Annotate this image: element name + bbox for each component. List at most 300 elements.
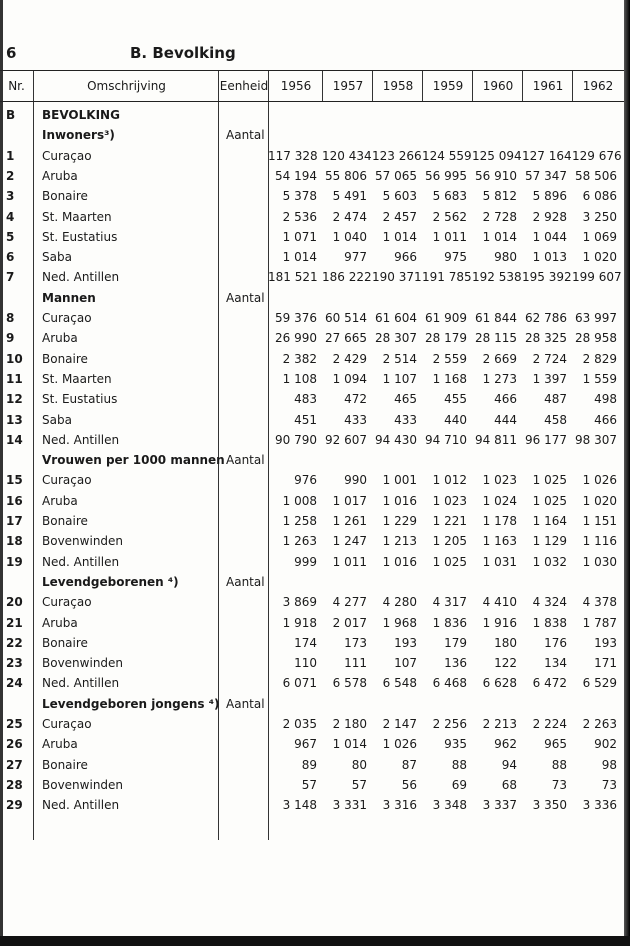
table-row	[0, 125, 624, 145]
cell-value: 193	[594, 635, 617, 650]
row-label: Bonaire	[42, 757, 88, 772]
cell-value: 451	[294, 412, 317, 427]
row-label: Aruba	[42, 737, 78, 752]
cell-value: 1 023	[432, 493, 467, 508]
cell-value: 1 014	[482, 229, 517, 244]
row-label: Ned. Antillen	[42, 432, 120, 447]
cell-value: 935	[444, 737, 467, 752]
cell-value: 1 026	[382, 737, 417, 752]
cell-value: 6 086	[582, 189, 617, 204]
row-number: 1	[6, 148, 15, 163]
cell-value: 1 918	[282, 615, 317, 630]
row-label: Bovenwinden	[42, 534, 124, 549]
cell-value: 2 457	[382, 209, 417, 224]
row-unit: Aantal	[226, 290, 265, 305]
row-number: 5	[6, 229, 15, 244]
cell-value: 472	[344, 392, 367, 407]
cell-value: 92 607	[325, 432, 367, 447]
cell-value: 176	[544, 635, 567, 650]
row-number: 3	[6, 189, 15, 204]
row-label: Aruba	[42, 168, 78, 183]
row-number: 9	[6, 331, 15, 346]
row-number: 8	[6, 311, 15, 325]
row-label: Bovenwinden	[42, 656, 124, 671]
row-label: St. Eustatius	[42, 229, 118, 244]
cell-value: 174	[294, 635, 317, 650]
cell-value: 3 316	[382, 798, 417, 813]
row-number: 15	[6, 473, 23, 488]
row-label: Curaçao	[42, 595, 92, 610]
cell-value: 122	[494, 656, 517, 671]
cell-value: 1 025	[532, 493, 567, 508]
cell-value: 63 997	[575, 311, 617, 325]
cell-value: 94 710	[425, 432, 467, 447]
cell-value: 3 337	[482, 798, 517, 813]
cell-value: 136	[444, 656, 467, 671]
table-row	[0, 389, 624, 409]
table-row	[0, 531, 624, 551]
table-row	[0, 247, 624, 267]
row-label: Inwoners³)	[42, 128, 115, 143]
row-label: Aruba	[42, 615, 78, 630]
table-row	[0, 572, 624, 592]
cell-value: 2 562	[432, 209, 467, 224]
cell-value: 90 790	[275, 432, 317, 447]
cell-value: 902	[594, 737, 617, 752]
cell-value: 28 115	[475, 331, 517, 346]
header-year: 1961	[522, 71, 573, 101]
cell-value: 1 258	[282, 514, 317, 528]
cell-value: 1 025	[432, 554, 467, 569]
cell-value: 1 030	[582, 554, 617, 569]
cell-value: 6 529	[582, 676, 617, 691]
cell-value: 2 256	[432, 717, 467, 731]
cell-value: 56 910	[475, 168, 517, 183]
cell-value: 1 011	[432, 229, 467, 244]
cell-value: 487	[544, 392, 567, 407]
cell-value: 1 108	[282, 371, 317, 386]
cell-value: 5 812	[482, 189, 517, 204]
row-label: BEVOLKING	[42, 108, 120, 122]
row-label: St. Maarten	[42, 209, 112, 224]
cell-value: 433	[394, 412, 417, 427]
cell-value: 60 514	[325, 311, 367, 325]
cell-value: 2 035	[282, 717, 317, 731]
cell-value: 3 348	[432, 798, 467, 813]
cell-value: 192 538	[472, 270, 522, 285]
cell-value: 1 094	[332, 371, 367, 386]
table-row	[0, 328, 624, 348]
cell-value: 56 995	[425, 168, 467, 183]
header-unit: Eenheid	[218, 71, 269, 101]
row-label: Aruba	[42, 331, 78, 346]
table-row	[0, 227, 624, 247]
row-number: 13	[6, 412, 23, 427]
cell-value: 465	[394, 392, 417, 407]
cell-value: 55 806	[325, 168, 367, 183]
cell-value: 999	[294, 554, 317, 569]
table-row	[0, 166, 624, 186]
row-number: 10	[6, 351, 23, 366]
cell-value: 134	[544, 656, 567, 671]
cell-value: 54 194	[275, 168, 317, 183]
cell-value: 1 273	[482, 371, 517, 386]
cell-value: 27 665	[325, 331, 367, 346]
cell-value: 58 506	[575, 168, 617, 183]
cell-value: 123 266	[372, 148, 422, 163]
cell-value: 977	[344, 250, 367, 265]
row-label: Mannen	[42, 290, 96, 305]
row-number: 18	[6, 534, 23, 549]
table-row	[0, 734, 624, 754]
cell-value: 1 016	[382, 493, 417, 508]
cell-value: 1 014	[332, 737, 367, 752]
cell-value: 4 410	[482, 595, 517, 610]
cell-value: 1 026	[582, 473, 617, 488]
table-row	[0, 410, 624, 430]
cell-value: 56	[401, 777, 417, 792]
cell-value: 433	[344, 412, 367, 427]
cell-value: 967	[294, 737, 317, 752]
cell-value: 1 163	[482, 534, 517, 549]
cell-value: 444	[494, 412, 517, 427]
cell-value: 2 474	[332, 209, 367, 224]
cell-value: 88	[451, 757, 467, 772]
cell-value: 440	[444, 412, 467, 427]
row-label: Levendgeboren jongens ⁴)	[42, 696, 220, 711]
cell-value: 2 224	[532, 717, 567, 731]
row-label: Curaçao	[42, 148, 92, 163]
cell-value: 1 221	[432, 514, 467, 528]
cell-value: 171	[594, 656, 617, 671]
cell-value: 180	[494, 635, 517, 650]
cell-value: 1 011	[332, 554, 367, 569]
cell-value: 59 376	[275, 311, 317, 325]
cell-value: 990	[344, 473, 367, 488]
cell-value: 5 603	[382, 189, 417, 204]
cell-value: 1 151	[582, 514, 617, 528]
cell-value: 1 023	[482, 473, 517, 488]
table-row	[0, 450, 624, 470]
row-label: Ned. Antillen	[42, 798, 120, 813]
header-year: 1957	[322, 71, 373, 101]
cell-value: 28 325	[525, 331, 567, 346]
cell-value: 3 869	[282, 595, 317, 610]
row-number: 24	[6, 676, 23, 691]
cell-value: 3 250	[582, 209, 617, 224]
header-nr: Nr.	[8, 79, 25, 93]
cell-value: 1 017	[332, 493, 367, 508]
cell-value: 2 829	[582, 351, 617, 366]
cell-value: 976	[294, 473, 317, 488]
row-label: Saba	[42, 412, 72, 427]
header-year: 1959	[422, 71, 473, 101]
cell-value: 98	[601, 757, 617, 772]
cell-value: 1 213	[382, 534, 417, 549]
table-row	[0, 795, 624, 815]
cell-value: 962	[494, 737, 517, 752]
cell-value: 1 012	[432, 473, 467, 488]
row-label: Curaçao	[42, 311, 92, 325]
cell-value: 1 129	[532, 534, 567, 549]
cell-value: 2 669	[482, 351, 517, 366]
row-label: Vrouwen per 1000 mannen	[42, 453, 225, 468]
cell-value: 466	[594, 412, 617, 427]
header-year: 1958	[372, 71, 423, 101]
row-label: Ned. Antillen	[42, 554, 120, 569]
cell-value: 2 536	[282, 209, 317, 224]
cell-value: 6 578	[332, 676, 367, 691]
row-number: 11	[6, 371, 23, 386]
table-row	[0, 592, 624, 612]
cell-value: 1 025	[532, 473, 567, 488]
table-row	[0, 207, 624, 227]
table-row	[0, 491, 624, 511]
cell-value: 1 838	[532, 615, 567, 630]
cell-value: 2 180	[332, 717, 367, 731]
cell-value: 94 430	[375, 432, 417, 447]
cell-value: 57 065	[375, 168, 417, 183]
cell-value: 57 347	[525, 168, 567, 183]
cell-value: 87	[401, 757, 417, 772]
cell-value: 179	[444, 635, 467, 650]
row-label: Bonaire	[42, 514, 88, 528]
table-row	[0, 146, 624, 166]
cell-value: 3 336	[582, 798, 617, 813]
cell-value: 107	[394, 656, 417, 671]
cell-value: 57	[351, 777, 367, 792]
row-number: 2	[6, 168, 15, 183]
table-row	[0, 775, 624, 795]
row-number: 4	[6, 209, 15, 224]
row-label: Curaçao	[42, 717, 92, 731]
row-number: 14	[6, 432, 23, 447]
table-row	[0, 349, 624, 369]
cell-value: 1 016	[382, 554, 417, 569]
row-number: 26	[6, 737, 23, 752]
cell-value: 1 013	[532, 250, 567, 265]
row-number: 23	[6, 656, 23, 671]
cell-value: 127 164	[522, 148, 572, 163]
page-number: 6	[6, 44, 17, 62]
table-row	[0, 714, 624, 734]
cell-value: 4 324	[532, 595, 567, 610]
cell-value: 89	[301, 757, 317, 772]
row-unit: Aantal	[226, 696, 265, 711]
cell-value: 120 434	[322, 148, 372, 163]
cell-value: 466	[494, 392, 517, 407]
cell-value: 61 604	[375, 311, 417, 325]
cell-value: 2 728	[482, 209, 517, 224]
cell-value: 94	[501, 757, 517, 772]
cell-value: 2 263	[582, 717, 617, 731]
cell-value: 2 213	[482, 717, 517, 731]
cell-value: 1 168	[432, 371, 467, 386]
row-number: B	[6, 108, 16, 122]
cell-value: 1 031	[482, 554, 517, 569]
cell-value: 68	[501, 777, 517, 792]
cell-value: 1 020	[582, 250, 617, 265]
cell-value: 6 628	[482, 676, 517, 691]
section-title: B. Bevolking	[130, 44, 236, 62]
row-unit: Aantal	[226, 574, 265, 589]
cell-value: 62 786	[525, 311, 567, 325]
cell-value: 6 548	[382, 676, 417, 691]
cell-value: 498	[594, 392, 617, 407]
row-label: Saba	[42, 250, 72, 265]
row-number: 20	[6, 595, 23, 610]
cell-value: 975	[444, 250, 467, 265]
cell-value: 4 277	[332, 595, 367, 610]
cell-value: 966	[394, 250, 417, 265]
row-label: Bonaire	[42, 189, 88, 204]
table-row	[0, 470, 624, 490]
row-number: 21	[6, 615, 23, 630]
table-row	[0, 308, 624, 328]
row-label: St. Maarten	[42, 371, 112, 386]
cell-value: 186 222	[322, 270, 372, 285]
cell-value: 1 247	[332, 534, 367, 549]
row-label: Curaçao	[42, 473, 92, 488]
cell-value: 57	[301, 777, 317, 792]
cell-value: 199 607	[572, 270, 622, 285]
cell-value: 111	[344, 656, 367, 671]
table-row	[0, 633, 624, 653]
cell-value: 1 044	[532, 229, 567, 244]
row-number: 25	[6, 717, 23, 731]
row-label: Ned. Antillen	[42, 270, 120, 285]
cell-value: 2 928	[532, 209, 567, 224]
row-number: 19	[6, 554, 23, 569]
cell-value: 1 107	[382, 371, 417, 386]
row-label: Bovenwinden	[42, 777, 124, 792]
cell-value: 195 392	[522, 270, 572, 285]
table-row	[0, 430, 624, 450]
table-row	[0, 105, 624, 125]
row-label: Bonaire	[42, 635, 88, 650]
cell-value: 1 787	[582, 615, 617, 630]
cell-value: 965	[544, 737, 567, 752]
table-row	[0, 613, 624, 633]
cell-value: 88	[551, 757, 567, 772]
cell-value: 5 378	[282, 189, 317, 204]
cell-value: 1 968	[382, 615, 417, 630]
row-number: 28	[6, 777, 23, 792]
cell-value: 980	[494, 250, 517, 265]
header-year: 1960	[472, 71, 523, 101]
table-row	[0, 653, 624, 673]
table-row	[0, 673, 624, 693]
cell-value: 28 958	[575, 331, 617, 346]
cell-value: 2 147	[382, 717, 417, 731]
header-year: 1962	[572, 71, 623, 101]
cell-value: 2 017	[332, 615, 367, 630]
row-number: 27	[6, 757, 23, 772]
header-description: Omschrijving	[33, 71, 219, 101]
cell-value: 28 179	[425, 331, 467, 346]
row-label: Bonaire	[42, 351, 88, 366]
cell-value: 1 397	[532, 371, 567, 386]
header-year: 1956	[268, 71, 323, 101]
cell-value: 1 024	[482, 493, 517, 508]
table-row	[0, 552, 624, 572]
cell-value: 1 164	[532, 514, 567, 528]
cell-value: 124 559	[422, 148, 472, 163]
cell-value: 1 836	[432, 615, 467, 630]
row-label: Levendgeborenen ⁴)	[42, 574, 179, 589]
cell-value: 2 429	[332, 351, 367, 366]
cell-value: 1 020	[582, 493, 617, 508]
cell-value: 28 307	[375, 331, 417, 346]
cell-value: 1 001	[382, 473, 417, 488]
cell-value: 6 071	[282, 676, 317, 691]
cell-value: 173	[344, 635, 367, 650]
row-label: Ned. Antillen	[42, 676, 120, 691]
cell-value: 1 014	[282, 250, 317, 265]
cell-value: 1 559	[582, 371, 617, 386]
cell-value: 129 676	[572, 148, 622, 163]
cell-value: 5 683	[432, 189, 467, 204]
cell-value: 1 261	[332, 514, 367, 528]
row-number: 17	[6, 514, 23, 528]
cell-value: 193	[394, 635, 417, 650]
cell-value: 2 724	[532, 351, 567, 366]
table-row	[0, 369, 624, 389]
cell-value: 1 178	[482, 514, 517, 528]
row-number: 6	[6, 250, 15, 265]
cell-value: 73	[601, 777, 617, 792]
cell-value: 458	[544, 412, 567, 427]
cell-value: 1 229	[382, 514, 417, 528]
table-row	[0, 511, 624, 531]
cell-value: 2 382	[282, 351, 317, 366]
cell-value: 3 148	[282, 798, 317, 813]
row-number: 22	[6, 635, 23, 650]
cell-value: 2 514	[382, 351, 417, 366]
row-number: 12	[6, 392, 23, 407]
cell-value: 1 008	[282, 493, 317, 508]
table-row	[0, 755, 624, 775]
cell-value: 61 844	[475, 311, 517, 325]
row-number: 29	[6, 798, 23, 813]
cell-value: 4 378	[582, 595, 617, 610]
cell-value: 3 331	[332, 798, 367, 813]
row-unit: Aantal	[226, 453, 265, 468]
cell-value: 4 317	[432, 595, 467, 610]
cell-value: 1 205	[432, 534, 467, 549]
cell-value: 1 116	[582, 534, 617, 549]
cell-value: 96 177	[525, 432, 567, 447]
cell-value: 69	[451, 777, 467, 792]
table-row	[0, 694, 624, 714]
cell-value: 110	[294, 656, 317, 671]
row-label: St. Eustatius	[42, 392, 118, 407]
cell-value: 3 350	[532, 798, 567, 813]
cell-value: 5 896	[532, 189, 567, 204]
table-row	[0, 288, 624, 308]
cell-value: 191 785	[422, 270, 472, 285]
cell-value: 1 916	[482, 615, 517, 630]
cell-value: 80	[351, 757, 367, 772]
cell-value: 1 032	[532, 554, 567, 569]
cell-value: 1 071	[282, 229, 317, 244]
cell-value: 483	[294, 392, 317, 407]
cell-value: 1 263	[282, 534, 317, 549]
cell-value: 5 491	[332, 189, 367, 204]
cell-value: 455	[444, 392, 467, 407]
cell-value: 181 521	[268, 270, 318, 285]
cell-value: 73	[551, 777, 567, 792]
